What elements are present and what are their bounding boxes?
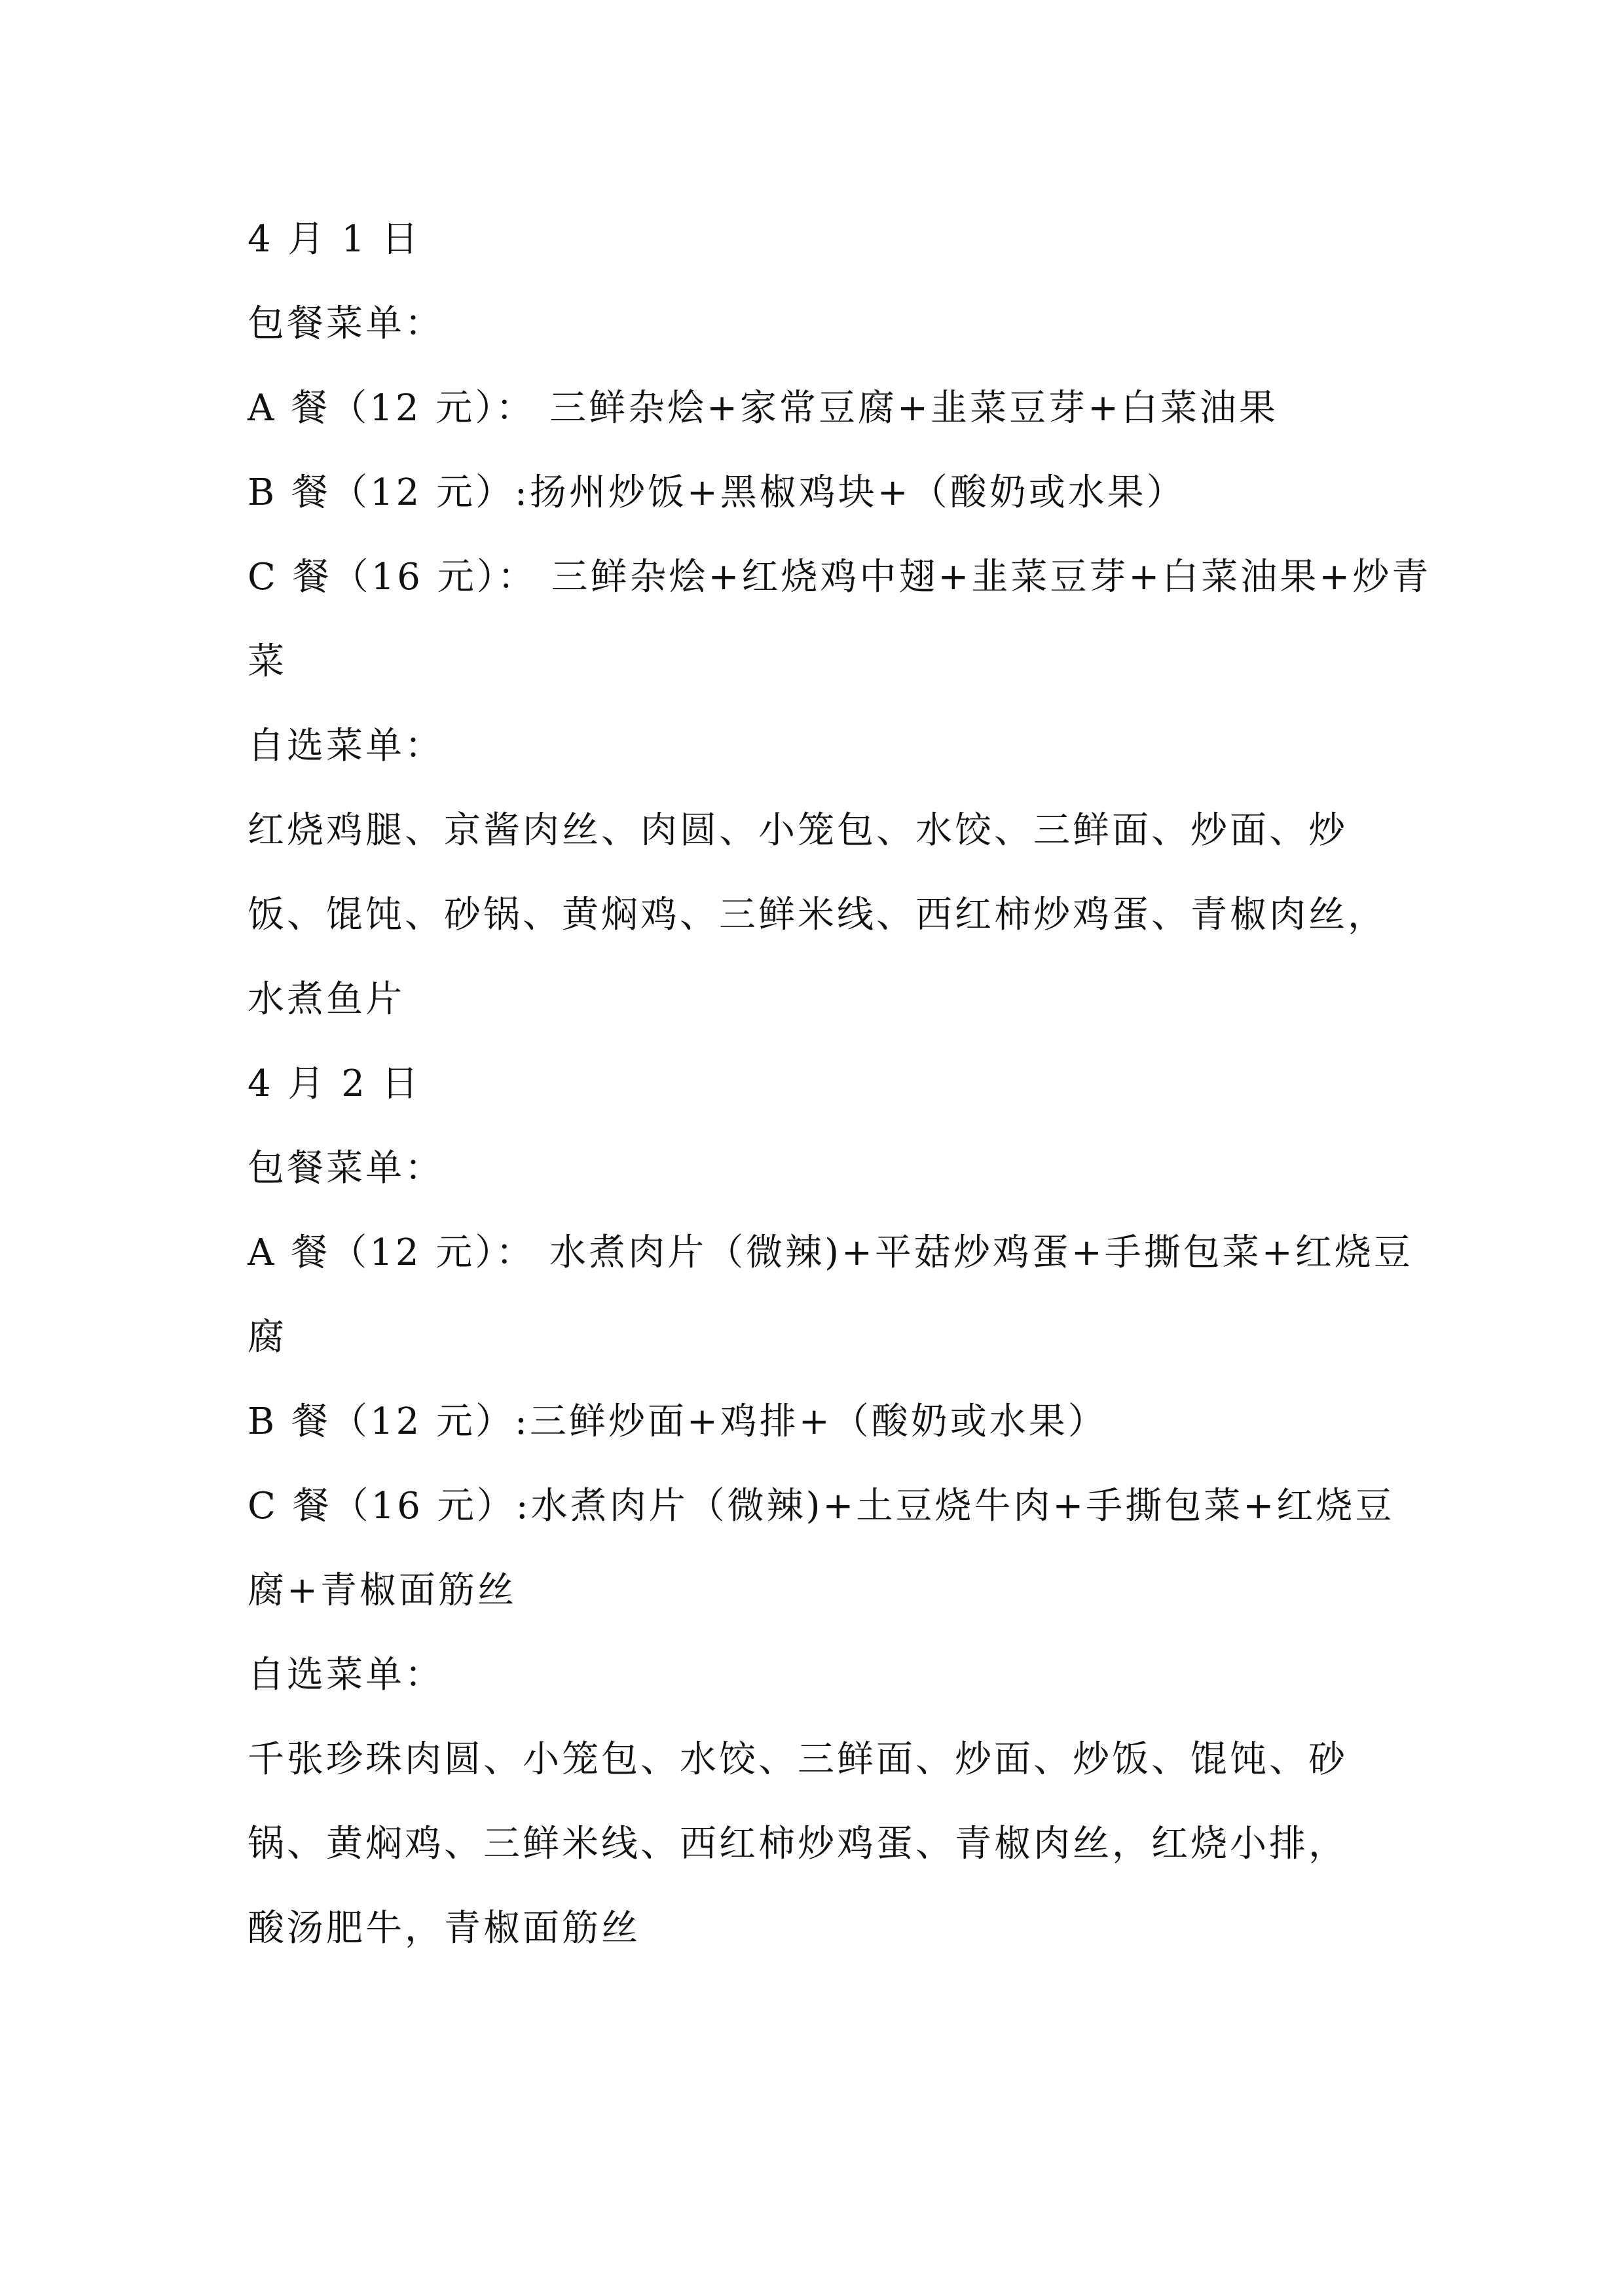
day1-optional-heading: 自选菜单： bbox=[248, 725, 444, 767]
day1-meal-c-line2: 菜 bbox=[248, 640, 287, 683]
day2-meal-a-line2: 腐 bbox=[248, 1316, 287, 1358]
day1-optional-line2: 饭、馄饨、砂锅、黄焖鸡、三鲜米线、西红柿炒鸡蛋、青椒肉丝， bbox=[248, 894, 1387, 936]
day2-optional-line2: 锅、黄焖鸡、三鲜米线、西红柿炒鸡蛋、青椒肉丝，红烧小排， bbox=[248, 1823, 1348, 1865]
day2-date: 4 月 2 日 bbox=[248, 1063, 421, 1105]
day2-meal-a-line1: A 餐（12 元）： 水煮肉片（微辣)+平菇炒鸡蛋+手撕包菜+红烧豆 bbox=[248, 1231, 1413, 1274]
day1-meal-c-line1: C 餐（16 元）： 三鲜杂烩+红烧鸡中翅+韭菜豆芽+白菜油果+炒青 bbox=[248, 556, 1431, 598]
day1-meal-a: A 餐（12 元）： 三鲜杂烩+家常豆腐+韭菜豆芽+白菜油果 bbox=[248, 387, 1278, 429]
day2-meal-c-line2: 腐+青椒面筋丝 bbox=[248, 1569, 517, 1612]
day1-date: 4 月 1 日 bbox=[248, 218, 421, 261]
day2-optional-line3: 酸汤肥牛，青椒面筋丝 bbox=[248, 1907, 640, 1950]
day1-package-heading: 包餐菜单： bbox=[248, 302, 444, 345]
day2-meal-b: B 餐（12 元）:三鲜炒面+鸡排+（酸奶或水果） bbox=[248, 1400, 1107, 1443]
day2-optional-heading: 自选菜单： bbox=[248, 1654, 444, 1696]
day1-optional-line1: 红烧鸡腿、京酱肉丝、肉圆、小笼包、水饺、三鲜面、炒面、炒 bbox=[248, 809, 1348, 852]
day2-meal-c-line1: C 餐（16 元）:水煮肉片（微辣)+土豆烧牛肉+手撕包菜+红烧豆 bbox=[248, 1485, 1395, 1527]
day1-meal-b: B 餐（12 元）:扬州炒饭+黑椒鸡块+（酸奶或水果） bbox=[248, 471, 1186, 514]
day2-optional-line1: 千张珍珠肉圆、小笼包、水饺、三鲜面、炒面、炒饭、馄饨、砂 bbox=[248, 1738, 1348, 1781]
day1-optional-line3: 水煮鱼片 bbox=[248, 978, 405, 1021]
day2-package-heading: 包餐菜单： bbox=[248, 1147, 444, 1190]
